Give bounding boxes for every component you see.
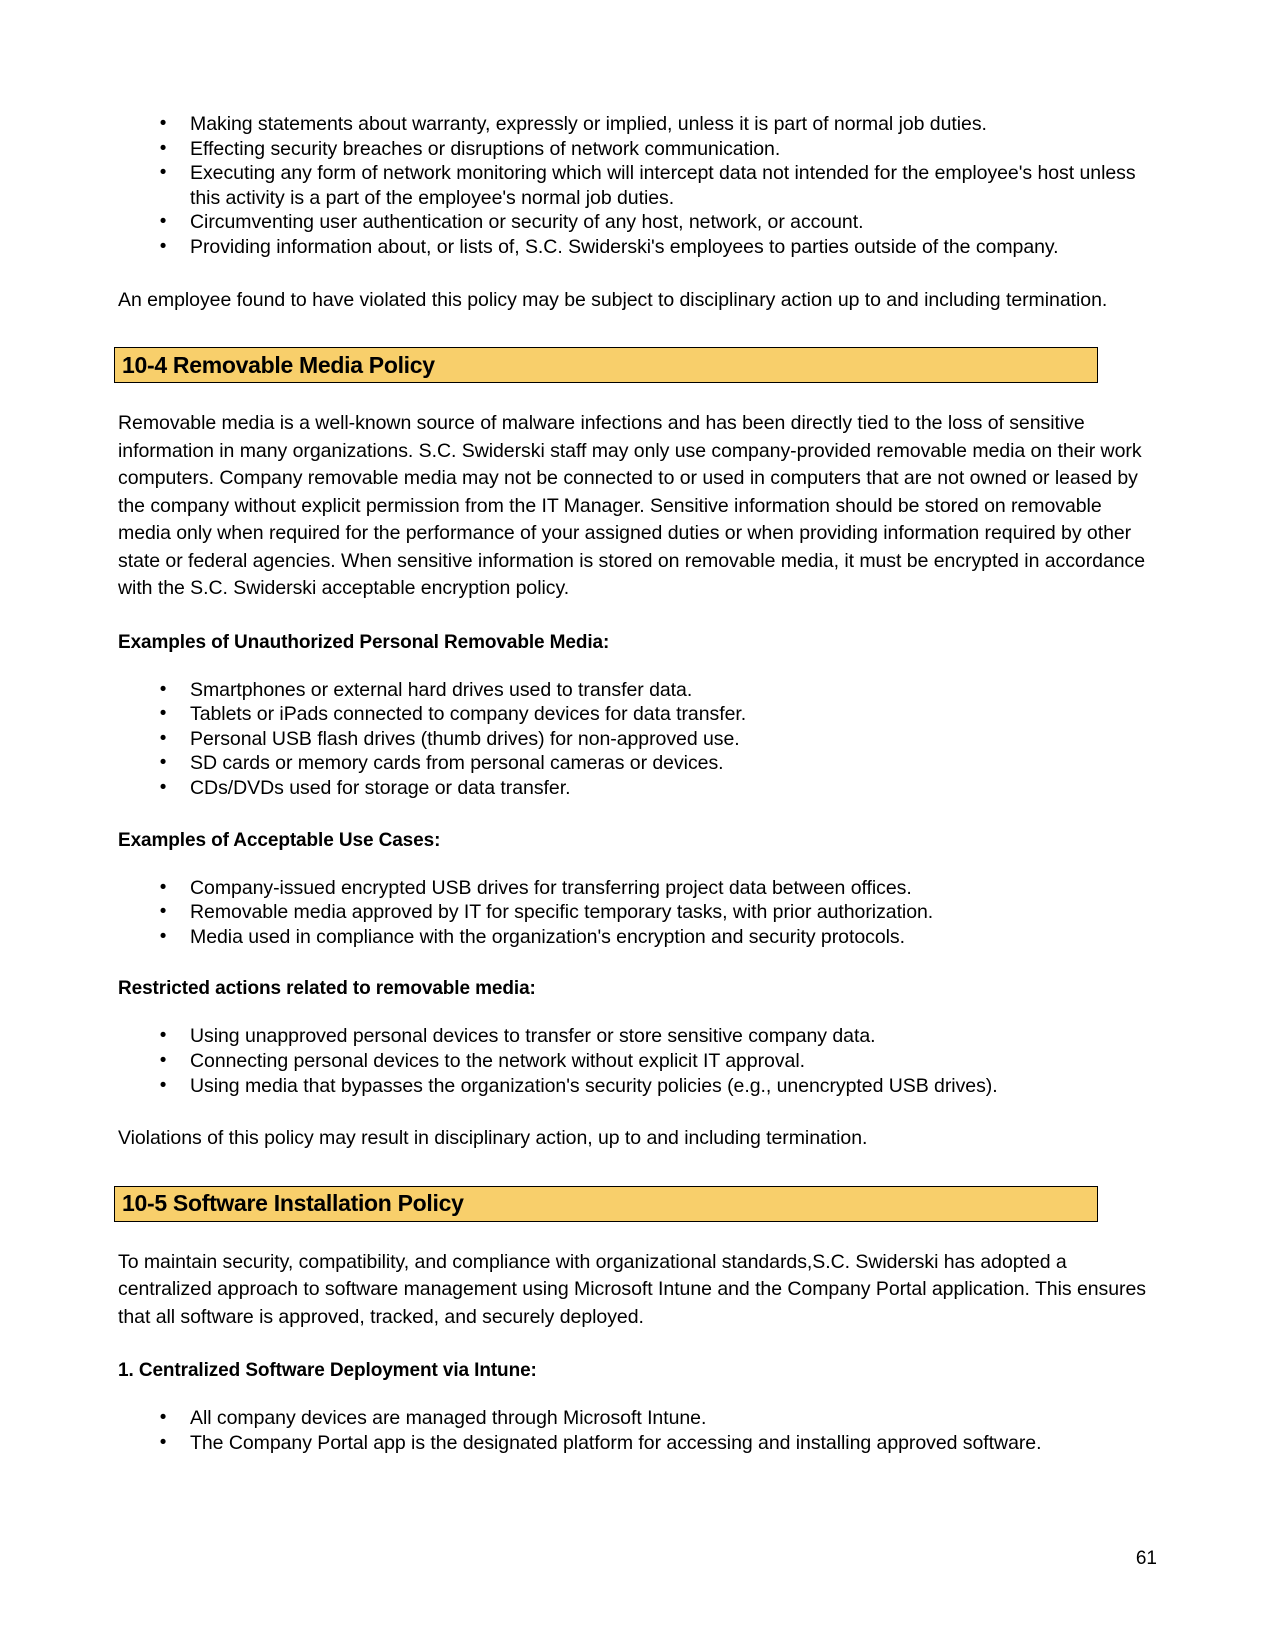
spacer [118,1222,1157,1249]
list-item [118,161,1157,210]
removable-media-intro: Removable media is a well-known source of malware infections and has been directly tied to the loss of sensitive information in many organizations. S.C. Swiderski staff may only use company-provided removable media on their work computers. Company removable media may not be connected to or used in computers that are not owned or leased by the company without explicit permission from the IT Manager. Sensitive information should be stored on removable media only when required for the performance of your assigned duties or when providing information required by other state or federal agencies. When sensitive information is stored on removable media, it must be encrypted in accordance with the S.C. Swiderski acceptable encryption policy. [118,412,1146,600]
bullet-icon: • [159,1074,167,1096]
spacer [118,383,1157,410]
section-heading-removable-media [114,347,1098,383]
spacer [118,1153,1157,1186]
list-item-text: Making statements about warranty, expressly or implied, unless it is part of normal job duties. [190,113,987,135]
list-item [118,727,1157,752]
list-item [118,210,1157,235]
spacer [118,656,1157,678]
list-item [118,1431,1157,1456]
bullet-icon: • [159,727,167,749]
bullet-icon: • [159,776,167,798]
list-item [118,1049,1157,1074]
list-item-text: Providing information about, or lists of, S.C. Swiderski's employees to parties outside of the company. [190,235,1059,258]
spacer [118,949,1157,976]
bullet-icon: • [159,113,167,134]
spacer [118,801,1157,828]
list-item-text: Circumventing user authentication or security of any host, network, or account. [190,211,864,234]
bullet-icon: • [159,162,167,184]
bullet-icon: • [159,1025,167,1047]
list-item [118,235,1157,260]
list-item [118,900,1157,925]
spacer [118,1331,1157,1358]
section-heading-software-installation [114,1186,1098,1222]
acceptable-use-list [118,876,1157,950]
violation-paragraph: An employee found to have violated this policy may be subject to disciplinary action up to and including termination. [118,288,1108,311]
bullet-icon: • [159,901,167,923]
list-item [118,112,1157,137]
centralized-deployment-list [118,1406,1157,1455]
section-title: 10-4 Removable Media Policy [122,351,435,378]
restricted-actions-heading: Restricted actions related to removable media: [118,978,536,1000]
bullet-icon: • [159,1431,167,1453]
list-item-text: SD cards or memory cards from personal cameras or devices. [190,752,724,775]
spacer [118,1098,1157,1125]
bullet-icon: • [159,137,167,159]
list-item [118,925,1157,950]
spacer [118,854,1157,876]
list-item-text: CDs/DVDs used for storage or data transfer. [190,776,571,799]
spacer [118,1384,1157,1406]
list-item-text: Tablets or iPads connected to company devices for data transfer. [190,703,747,726]
list-item [118,137,1157,162]
list-item [118,876,1157,901]
bullet-icon: • [159,925,167,947]
bullet-icon: • [159,703,167,725]
list-item-text: Connecting personal devices to the network without explicit IT approval. [190,1049,805,1072]
list-item [118,1074,1157,1099]
list-item [118,751,1157,776]
list-item-text: Company-issued encrypted USB drives for transferring project data between offices. [190,876,912,899]
top-bullet-list [118,112,1157,260]
bullet-icon: • [159,678,167,700]
list-item-text: Using media that bypasses the organization's security policies (e.g., unencrypted USB drives). [190,1074,998,1097]
unauthorized-media-heading: Examples of Unauthorized Personal Removable Media: [118,631,610,653]
spacer [118,1002,1157,1024]
list-item [118,702,1157,727]
bullet-icon: • [159,876,167,898]
software-installation-intro: To maintain security, compatibility, and compliance with organizational standards,S.C. Swiderski has adopted a centralized approach to software management using Microsoft Intune and the Company Portal application. This ensures that all software is approved, tracked, and securely deployed. [118,1250,1146,1328]
restricted-actions-list [118,1024,1157,1098]
centralized-deployment-heading: 1. Centralized Software Deployment via Intune: [118,1360,537,1382]
unauthorized-media-list [118,678,1157,801]
acceptable-use-heading: Examples of Acceptable Use Cases: [118,829,441,851]
list-item-text: Effecting security breaches or disruptions of network communication. [190,137,781,160]
bullet-icon: • [159,211,167,233]
bullet-icon: • [159,235,167,257]
spacer [118,260,1157,287]
list-item-text: The Company Portal app is the designated platform for accessing and installing approved software. [190,1431,1042,1454]
bullet-icon: • [159,1049,167,1071]
section-title: 10-5 Software Installation Policy [122,1190,464,1217]
list-item [118,1024,1157,1049]
bullet-icon: • [159,752,167,774]
list-item-text: All company devices are managed through Microsoft Intune. [190,1407,707,1430]
list-item [118,776,1157,801]
list-item-text: Using unapproved personal devices to transfer or store sensitive company data. [190,1025,876,1048]
list-item-text: Executing any form of network monitoring which will intercept data not intended for the employee's host unless this activity is a part of the employee's normal job duties. [190,162,1136,209]
removable-media-closing: Violations of this policy may result in disciplinary action, up to and including termination. [118,1127,868,1150]
list-item-text: Removable media approved by IT for specific temporary tasks, with prior authorization. [190,901,934,924]
spacer [118,603,1157,630]
list-item-text: Smartphones or external hard drives used to transfer data. [190,678,693,701]
list-item-text: Personal USB flash drives (thumb drives) for non-approved use. [190,727,740,750]
page-number: 61 [1135,1548,1157,1569]
list-item [118,1406,1157,1431]
list-item-text: Media used in compliance with the organization's encryption and security protocols. [190,925,905,948]
bullet-icon: • [159,1407,167,1429]
spacer [118,314,1157,347]
list-item [118,678,1157,703]
